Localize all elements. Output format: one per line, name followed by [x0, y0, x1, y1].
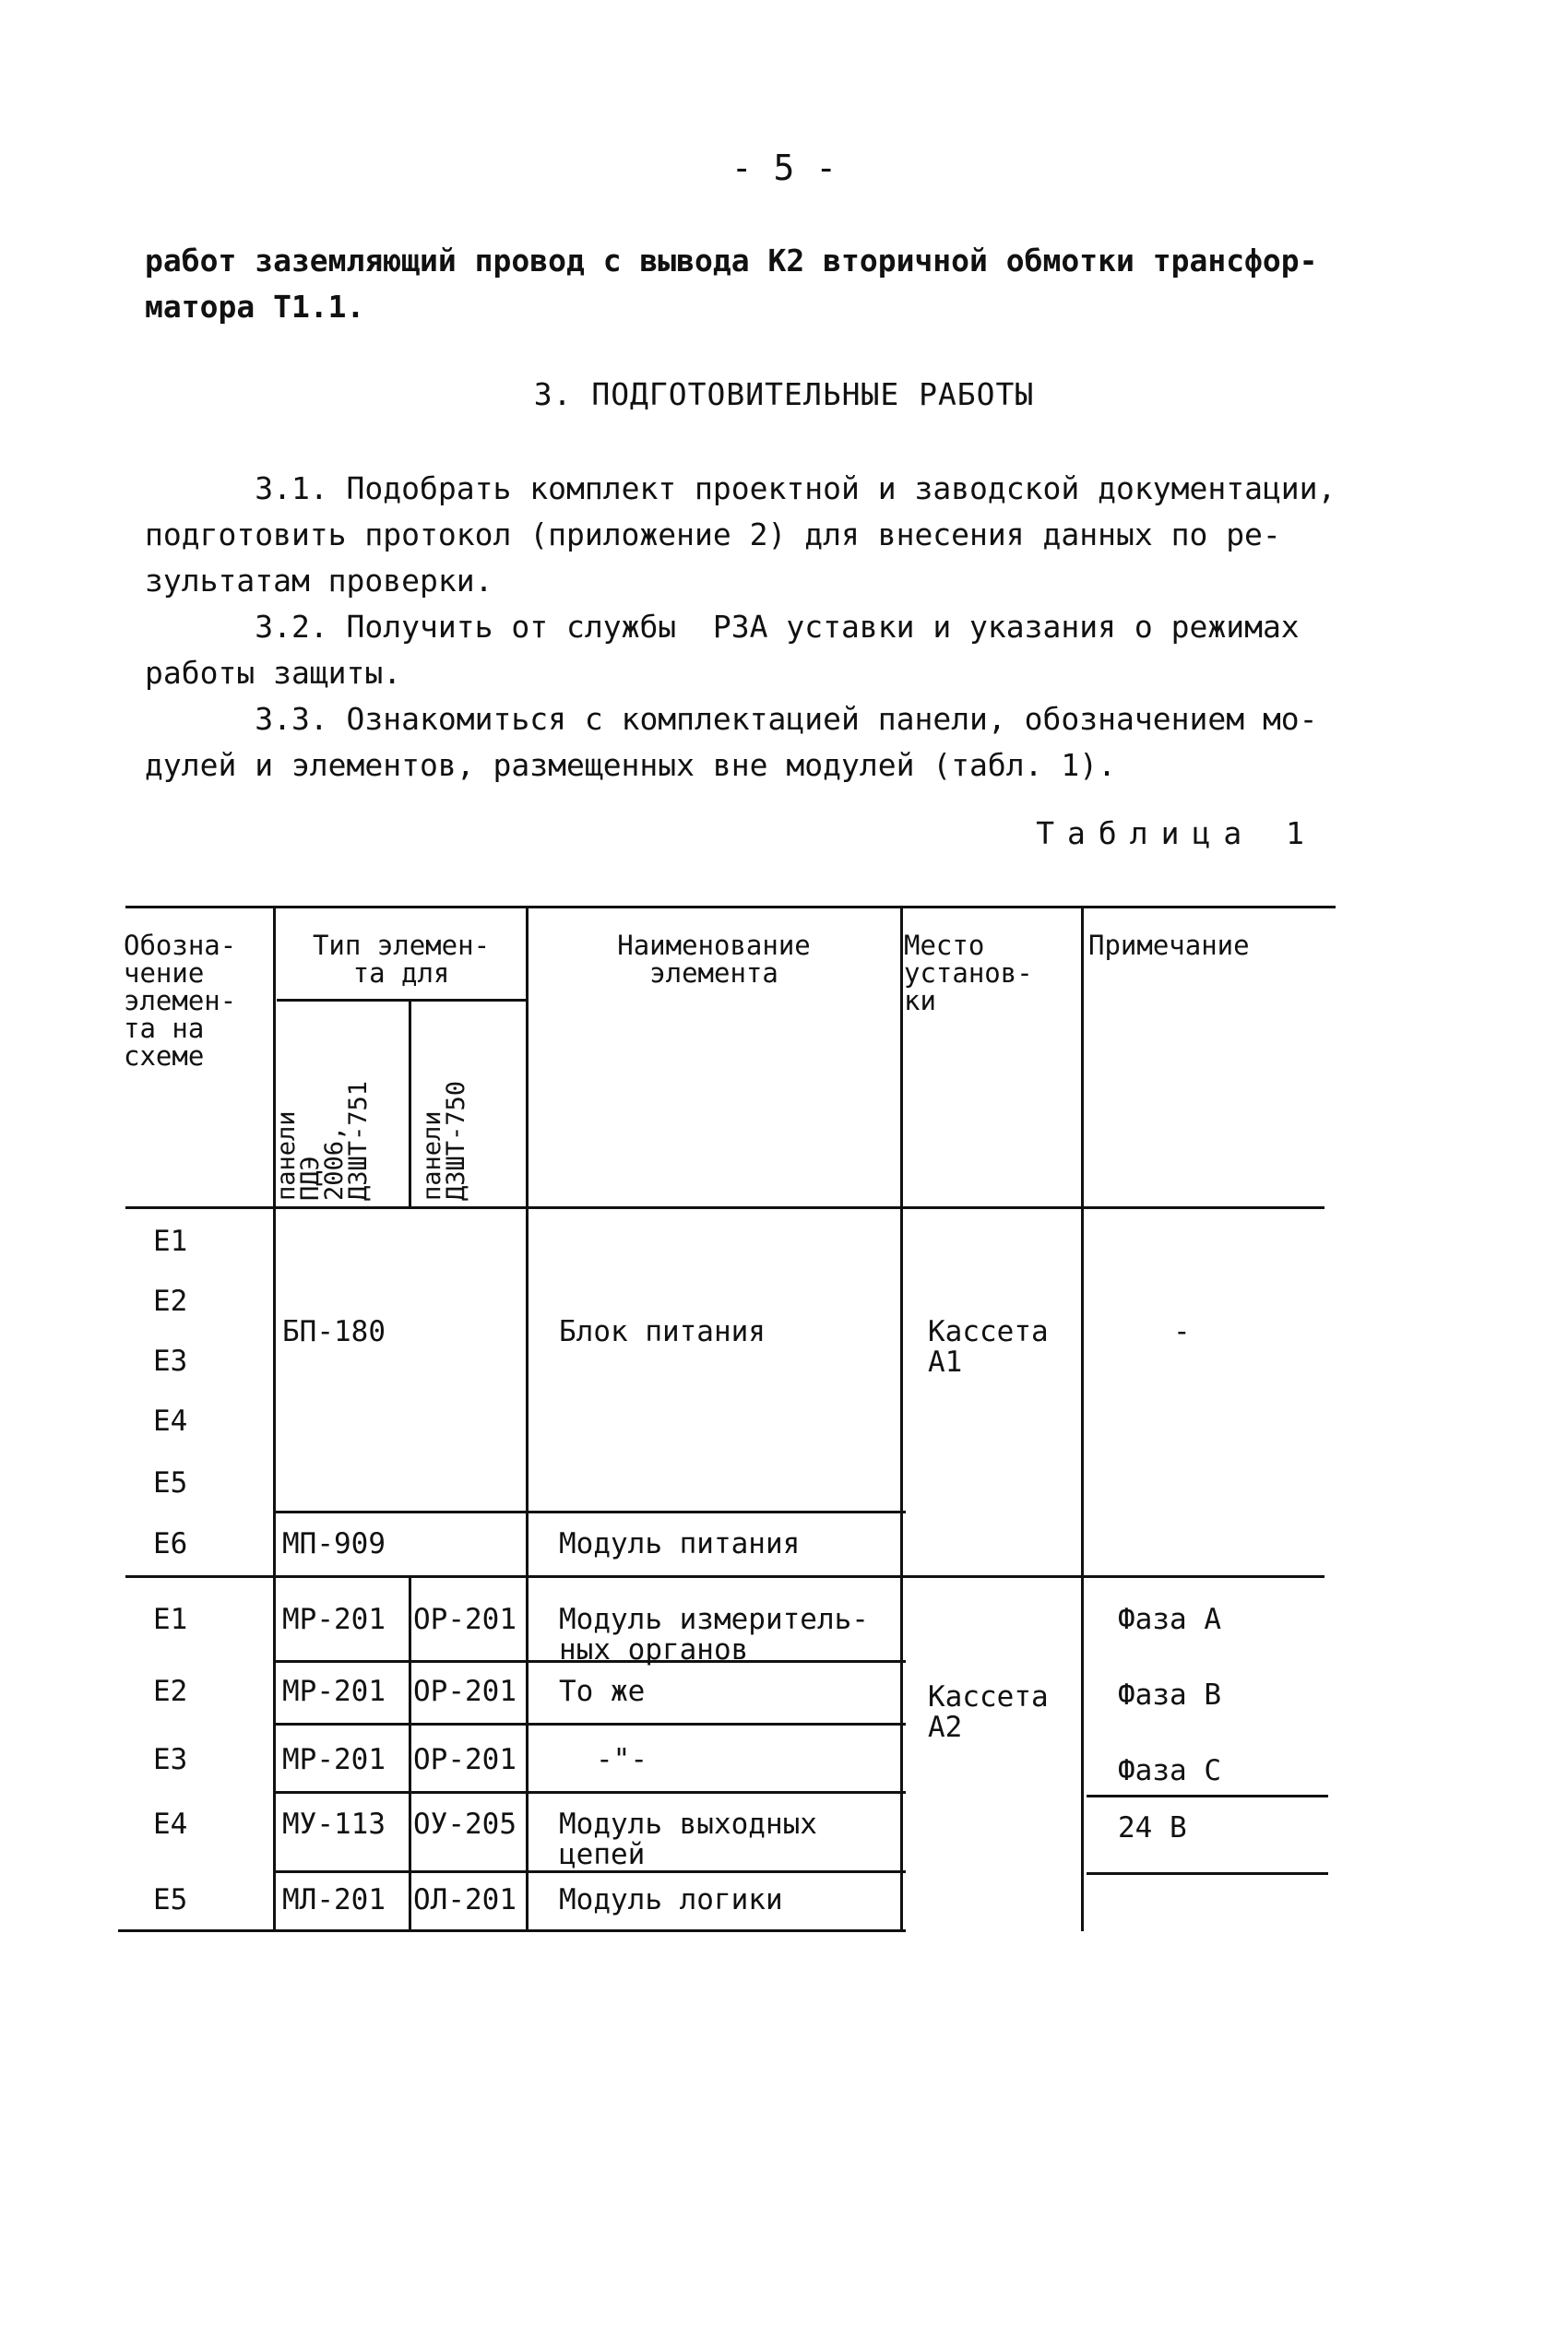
name-cell: Модуль логики — [559, 1883, 783, 1916]
table-rule — [273, 1723, 906, 1726]
intro-text: работ заземляющий провод с вывода К2 вторичной обмотки трансфор- матора Т1.1. — [145, 243, 1318, 325]
designation-cell: Е1 — [153, 1225, 188, 1258]
table-rule — [273, 1870, 906, 1873]
section-heading: 3. ПОДГОТОВИТЕЛЬНЫЕ РАБОТЫ — [533, 376, 1035, 412]
type-cell: ОУ-205 — [413, 1808, 517, 1841]
table-rule — [273, 1791, 906, 1794]
type-cell: МР-201 — [282, 1675, 386, 1708]
type-cell: МЛ-201 — [282, 1883, 386, 1916]
table-caption: Таблица 1 — [1036, 815, 1317, 851]
table-rule — [1087, 1795, 1328, 1797]
designation-cell: Е4 — [153, 1808, 188, 1841]
type-cell: МП-909 — [282, 1527, 386, 1560]
designation-cell: Е2 — [153, 1675, 188, 1708]
note-cell: Фаза А — [1118, 1603, 1221, 1636]
table-rule — [409, 999, 411, 1206]
designation-cell: Е5 — [153, 1883, 188, 1916]
type-cell: МУ-113 — [282, 1808, 386, 1841]
table-rule — [125, 1206, 1324, 1209]
table-rule — [409, 1575, 411, 1931]
type-cell: МР-201 — [282, 1743, 386, 1776]
paragraph-3-2: 3.2. Получить от службы РЗА уставки и указания о режимах работы защиты. — [145, 609, 1300, 691]
table-rule — [273, 1511, 906, 1513]
page-number: - 5 - — [731, 148, 837, 188]
table-rule — [900, 906, 903, 1931]
designation-cell: Е3 — [153, 1345, 188, 1378]
type-cell: ОР-201 — [413, 1675, 517, 1708]
name-cell: Блок питания — [559, 1315, 766, 1348]
header-name: Наименование элемента — [617, 930, 811, 989]
type-cell: БП-180 — [282, 1315, 386, 1348]
type-cell: МР-201 — [282, 1603, 386, 1636]
note-cell: - — [1173, 1315, 1191, 1348]
paragraph-3-3: 3.3. Ознакомиться с комплектацией панели, обозначением мо- дулей и элементов, размещенных вне модулей (табл. 1). — [145, 701, 1318, 783]
table-rule — [273, 1660, 906, 1663]
header-note: Примечание — [1088, 930, 1250, 961]
table-rule — [277, 999, 528, 1002]
designation-cell: Е6 — [153, 1527, 188, 1560]
location-cell: Кассета А1 — [928, 1315, 1049, 1379]
designation-cell: Е1 — [153, 1603, 188, 1636]
name-cell: Модуль измеритель- ных органов — [559, 1603, 869, 1667]
designation-cell: Е4 — [153, 1405, 188, 1438]
table-rule — [273, 906, 276, 1931]
type-cell: ОР-201 — [413, 1603, 517, 1636]
header-designation: Обозна- чение элемен- та на схеме — [124, 930, 237, 1072]
designation-cell: Е2 — [153, 1285, 188, 1318]
table-rule — [526, 906, 529, 1931]
type-cell: ОР-201 — [413, 1743, 517, 1776]
table-rule — [125, 1575, 1324, 1578]
paragraph-3-1: 3.1. Подобрать комплект проектной и заводской документации, подготовить протокол (приложение 2) для внесения данных по ре- зультатам проверки. — [145, 470, 1336, 599]
table-rule — [125, 906, 1336, 908]
header-type-sub-1: панели ПДЭ 2006, ДЗШТ-751 — [272, 1080, 373, 1201]
location-cell: Кассета А2 — [928, 1680, 1049, 1744]
name-cell: Модуль питания — [559, 1527, 801, 1560]
header-type-group: Тип элемен- та для — [312, 930, 491, 989]
name-cell: -"- — [596, 1743, 647, 1776]
name-cell: Модуль выходных цепей — [559, 1808, 817, 1871]
header-type-sub-2: панели ДЗШТ-750 — [418, 1080, 470, 1201]
name-cell: То же — [559, 1675, 646, 1708]
designation-cell: Е5 — [153, 1466, 188, 1500]
note-cell: Фаза В — [1118, 1679, 1221, 1712]
table-rule — [1087, 1872, 1328, 1875]
type-cell: ОЛ-201 — [413, 1883, 517, 1916]
header-location: Место установ- ки — [904, 930, 1033, 1016]
table-rule — [1081, 906, 1084, 1931]
note-cell: 24 В — [1118, 1811, 1187, 1845]
table-rule — [118, 1929, 906, 1932]
designation-cell: Е3 — [153, 1743, 188, 1776]
note-cell: Фаза С — [1118, 1754, 1221, 1787]
